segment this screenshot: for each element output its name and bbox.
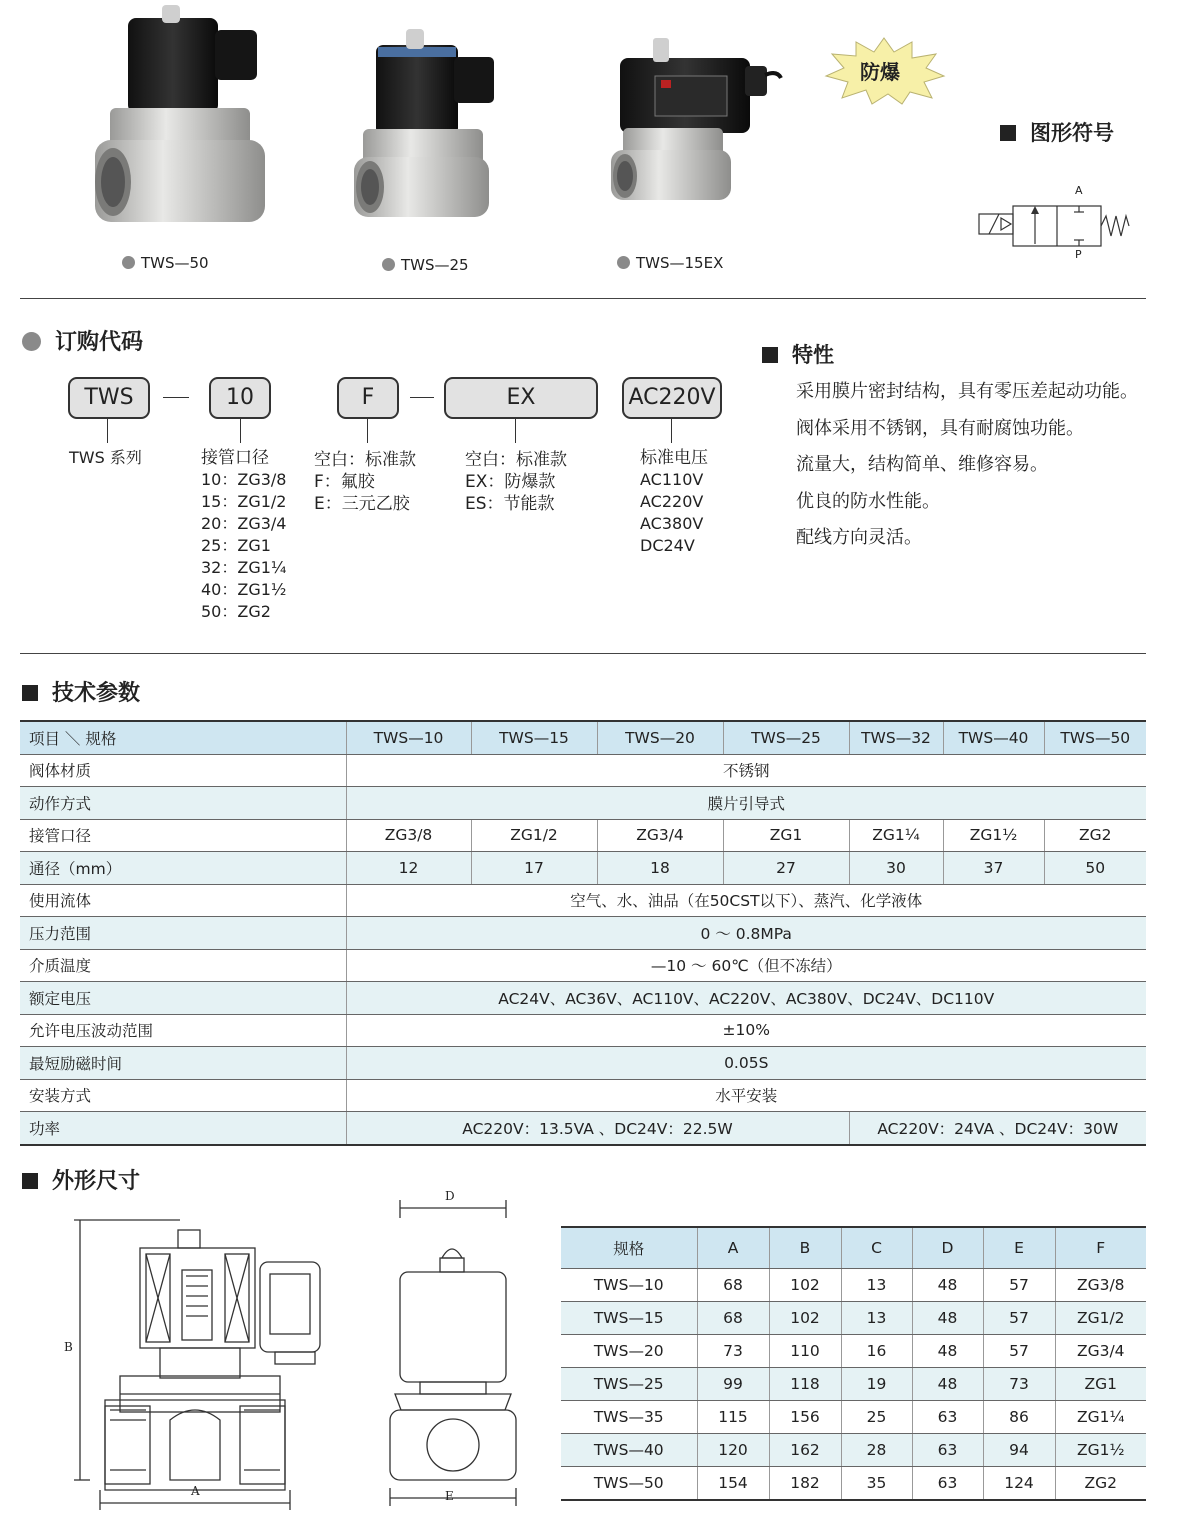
table-row: 使用流体 空气、水、油品（在50CST以下）、蒸汽、化学液体 bbox=[20, 884, 1146, 917]
symbol-port-p: P bbox=[1075, 248, 1082, 261]
features-list bbox=[796, 374, 1196, 557]
bullet-dot-icon bbox=[122, 256, 135, 269]
port-option: 25：ZG1 bbox=[201, 536, 271, 555]
port-option: 50：ZG2 bbox=[201, 602, 271, 621]
dim-label-d: D bbox=[445, 1189, 455, 1203]
table-row: 压力范围 0 ～ 0.8MPa bbox=[20, 917, 1146, 950]
product-label-tws-25: TWS—25 bbox=[382, 256, 469, 274]
dim-label-b: B bbox=[64, 1340, 73, 1354]
table-row: TWS—25 99 118 19 48 73 ZG1 bbox=[561, 1368, 1146, 1401]
table-header-row: 规格 A B C D E F bbox=[561, 1227, 1146, 1269]
code-box-series: TWS bbox=[68, 377, 150, 419]
bullet-dot-icon bbox=[617, 256, 630, 269]
divider bbox=[20, 298, 1146, 299]
port-option: 40：ZG1½ bbox=[201, 580, 287, 599]
voltage-title: 标准电压 bbox=[640, 448, 708, 468]
port-option: 20：ZG3/4 bbox=[201, 514, 287, 533]
table-row: TWS—35 115 156 25 63 86 ZG1¼ bbox=[561, 1401, 1146, 1434]
features-title: 特性 bbox=[762, 339, 834, 369]
product-label-tws-50: TWS—50 bbox=[122, 254, 209, 272]
table-row: TWS—15 68 102 13 48 57 ZG1/2 bbox=[561, 1302, 1146, 1335]
square-bullet-icon bbox=[1000, 125, 1016, 141]
code-box-voltage: AC220V bbox=[622, 377, 722, 419]
table-row: 允许电压波动范围 ±10% bbox=[20, 1014, 1146, 1047]
table-header-row: 项目 ＼ 规格 TWS—10 TWS—15 TWS—20 TWS—25 TWS—32 TWS—40 TWS—50 bbox=[20, 721, 1146, 754]
divider bbox=[20, 653, 1146, 654]
table-row: 额定电压 AC24V、AC36V、AC110V、AC220V、AC380V、DC24V、DC110V bbox=[20, 982, 1146, 1015]
voltage-option: DC24V bbox=[640, 536, 695, 555]
port-title: 接管口径 bbox=[201, 448, 269, 468]
valve-section-drawing bbox=[60, 1210, 350, 1515]
product-image-tws-15ex bbox=[605, 30, 795, 210]
dim-label-a: A bbox=[191, 1484, 200, 1498]
product-image-tws-25 bbox=[348, 25, 518, 225]
feature-item: 配线方向灵活。 bbox=[796, 527, 922, 548]
symbol-title: 图形符号 bbox=[1000, 117, 1114, 147]
feature-item: 优良的防水性能。 bbox=[796, 490, 940, 512]
feature-item: 阀体采用不锈钢，具有耐腐蚀功能。 bbox=[796, 417, 1084, 439]
table-row: 接管口径 ZG3/8 ZG1/2 ZG3/4 ZG1 ZG1¼ ZG1½ ZG2 bbox=[20, 819, 1146, 852]
table-row: 通径（mm） 12 17 18 27 30 37 50 bbox=[20, 852, 1146, 885]
tech-spec-table bbox=[20, 720, 1146, 1146]
table-row: TWS—40 120 162 28 63 94 ZG1½ bbox=[561, 1434, 1146, 1467]
type-option: ES：节能款 bbox=[465, 494, 555, 514]
ordering-title: 订购代码 bbox=[22, 325, 143, 356]
table-row: 安装方式 水平安装 bbox=[20, 1079, 1146, 1112]
tech-title: 技术参数 bbox=[22, 676, 140, 707]
square-bullet-icon bbox=[762, 347, 778, 363]
product-image-tws-50 bbox=[85, 0, 285, 240]
dim-label-e: E bbox=[445, 1489, 454, 1503]
voltage-option: AC220V bbox=[640, 492, 704, 511]
bullet-dot-icon bbox=[382, 258, 395, 271]
feature-item: 流量大，结构简单、维修容易。 bbox=[796, 454, 1048, 475]
seal-option: F：氟胶 bbox=[314, 472, 375, 492]
badge-text: 防爆 bbox=[860, 60, 900, 84]
product-label-tws-15ex: TWS—15EX bbox=[617, 254, 723, 272]
port-option: 15：ZG1/2 bbox=[201, 492, 287, 511]
table-row: 功率 AC220V：13.5VA 、DC24V：22.5W AC220V：24VA 、DC24V：30W bbox=[20, 1112, 1146, 1145]
dimensions-table bbox=[561, 1226, 1146, 1501]
table-row: 阀体材质 不锈钢 bbox=[20, 754, 1146, 787]
type-option: 空白：标准款 bbox=[465, 450, 567, 470]
circle-bullet-icon bbox=[22, 332, 41, 351]
type-option: EX：防爆款 bbox=[465, 472, 556, 492]
voltage-option: AC110V bbox=[640, 470, 704, 489]
table-row: TWS—10 68 102 13 48 57 ZG3/8 bbox=[561, 1269, 1146, 1302]
square-bullet-icon bbox=[22, 685, 38, 701]
seal-option: 空白：标准款 bbox=[314, 450, 416, 470]
table-row: TWS—50 154 182 35 63 124 ZG2 bbox=[561, 1467, 1146, 1501]
feature-item: 采用膜片密封结构，具有零压差起动功能。 bbox=[796, 381, 1138, 402]
valve-side-drawing bbox=[380, 1188, 530, 1513]
valve-symbol-diagram bbox=[975, 180, 1135, 264]
table-row: TWS—20 73 110 16 48 57 ZG3/4 bbox=[561, 1335, 1146, 1368]
series-label: TWS 系列 bbox=[69, 448, 142, 467]
table-row: 动作方式 膜片引导式 bbox=[20, 787, 1146, 820]
dimensions-title: 外形尺寸 bbox=[22, 1164, 140, 1195]
code-box-seal: F bbox=[337, 377, 399, 419]
seal-option: E：三元乙胶 bbox=[314, 494, 410, 514]
code-box-type: EX bbox=[444, 377, 598, 419]
symbol-port-a: A bbox=[1075, 184, 1083, 197]
table-row: 介质温度 —10 ～ 60℃（但不冻结） bbox=[20, 949, 1146, 982]
port-option: 32：ZG1¼ bbox=[201, 558, 287, 577]
code-box-port: 10 bbox=[209, 377, 271, 419]
square-bullet-icon bbox=[22, 1173, 38, 1189]
port-option: 10：ZG3/8 bbox=[201, 470, 287, 489]
voltage-option: AC380V bbox=[640, 514, 704, 533]
table-row: 最短励磁时间 0.05S bbox=[20, 1047, 1146, 1080]
